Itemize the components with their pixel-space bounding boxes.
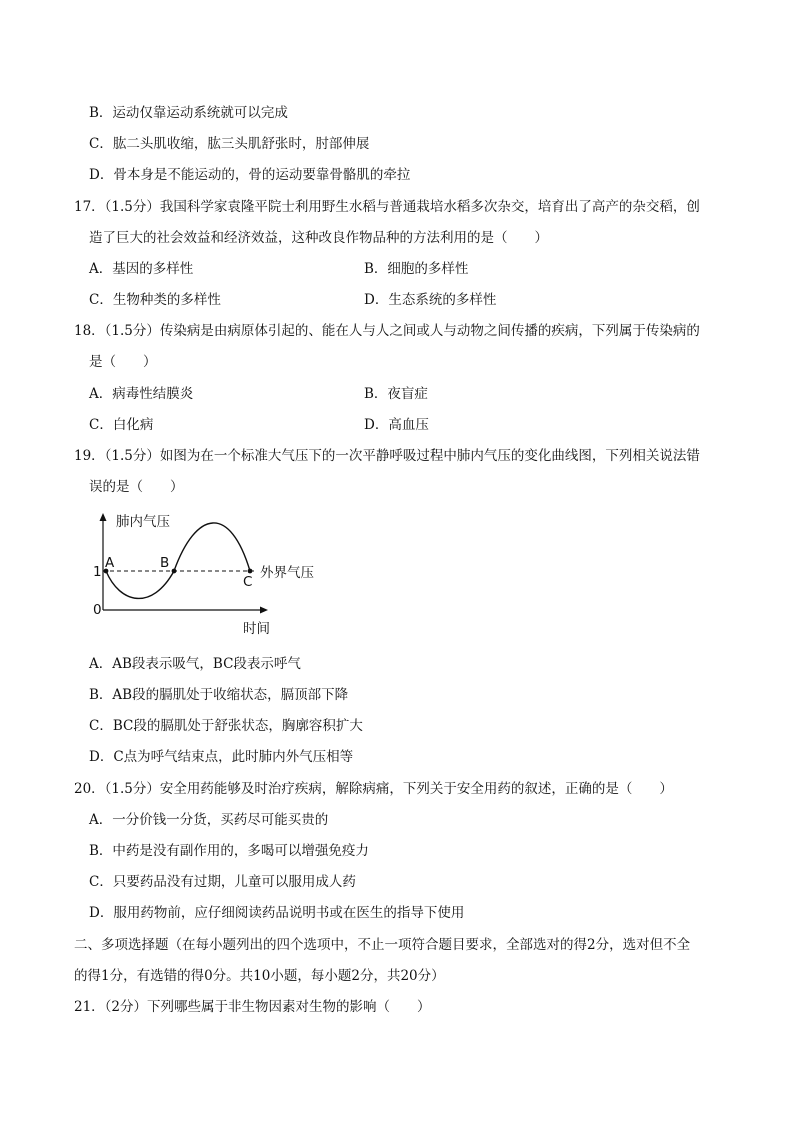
q21-stem: 21．（2分）下列哪些属于非生物因素对生物的影响（ ） [74, 999, 431, 1015]
q18-option-a: A．病毒性结膜炎 [89, 386, 194, 402]
q17-stem-line1: 17．（1.5分）我国科学家袁隆平院士利用野生水稻与普通栽培水稻多次杂交，培育出了高产的杂交稻，创 [74, 199, 700, 215]
tick-label-one: 1 [93, 564, 102, 580]
q16-option-b: B．运动仅靠运动系统就可以完成 [89, 105, 288, 121]
q18-stem-line2: 是（ ） [89, 354, 157, 370]
lung-pressure-graph [80, 506, 340, 642]
q18-stem-line1: 18．（1.5分）传染病是由病原体引起的、能在人与人之间或人与动物之间传播的疾病，下列属于传染病的 [74, 323, 700, 339]
outside-pressure-label: 外界气压 [260, 565, 314, 581]
q19-option-a: A．AB段表示吸气，BC段表示呼气 [89, 656, 301, 672]
q18-option-c: C．白化病 [89, 417, 154, 433]
q20-option-d: D．服用药物前，应仔细阅读药品说明书或在医生的指导下使用 [89, 905, 465, 921]
q20-option-c: C．只要药品没有过期，儿童可以服用成人药 [89, 874, 356, 890]
q19-option-d: D．C点为呼气结束点，此时肺内外气压相等 [89, 749, 354, 765]
x-axis-label: 时间 [243, 621, 270, 637]
q18-option-d: D．高血压 [364, 417, 429, 433]
q17-option-b: B．细胞的多样性 [364, 261, 469, 277]
point-c-marker [248, 569, 253, 574]
q17-option-d: D．生态系统的多样性 [364, 292, 497, 308]
q17-stem-line2: 造了巨大的社会效益和经济效益，这种改良作物品种的方法利用的是（ ） [89, 230, 548, 246]
tick-label-zero: 0 [93, 602, 102, 618]
q19-option-b: B．AB段的膈肌处于收缩状态，膈顶部下降 [89, 687, 349, 703]
q16-option-d: D．骨本身是不能运动的，骨的运动要靠骨骼肌的牵拉 [89, 167, 411, 183]
q17-option-a: A．基因的多样性 [89, 261, 194, 277]
q19-stem-line1: 19．（1.5分）如图为在一个标准大气压下的一次平静呼吸过程中肺内气压的变化曲线图，下列相关说法错 [74, 448, 700, 464]
section2-instructions-line1: 二、多项选择题（在每小题列出的四个选项中，不止一项符合题目要求，全部选对的得2分，选对但不全 [74, 937, 691, 953]
point-a-label: A [105, 555, 115, 571]
q16-option-c: C．肱二头肌收缩，肱三头肌舒张时，肘部伸展 [89, 136, 370, 152]
y-axis-label: 肺内气压 [116, 514, 170, 530]
q18-option-b: B．夜盲症 [364, 386, 428, 402]
q17-option-c: C．生物种类的多样性 [89, 292, 221, 308]
point-c-label: C [243, 574, 253, 590]
x-axis-arrow [260, 607, 268, 614]
y-axis-arrow [100, 513, 107, 521]
q19-stem-line2: 误的是（ ） [89, 479, 184, 495]
q20-option-a: A．一分价钱一分货，买药尽可能买贵的 [89, 812, 329, 828]
point-b-marker [172, 569, 177, 574]
q20-stem: 20．（1.5分）安全用药能够及时治疗疾病，解除病痛，下列关于安全用药的叙述，正确的是（ ） [74, 781, 673, 797]
pressure-curve [106, 523, 253, 598]
q19-option-c: C．BC段的膈肌处于舒张状态，胸廓容积扩大 [89, 718, 363, 734]
point-b-label: B [160, 555, 170, 571]
section2-instructions-line2: 的得1分，有选错的得0分。共10小题，每小题2分，共20分） [74, 968, 445, 984]
q20-option-b: B．中药是没有副作用的，多喝可以增强免疫力 [89, 843, 369, 859]
